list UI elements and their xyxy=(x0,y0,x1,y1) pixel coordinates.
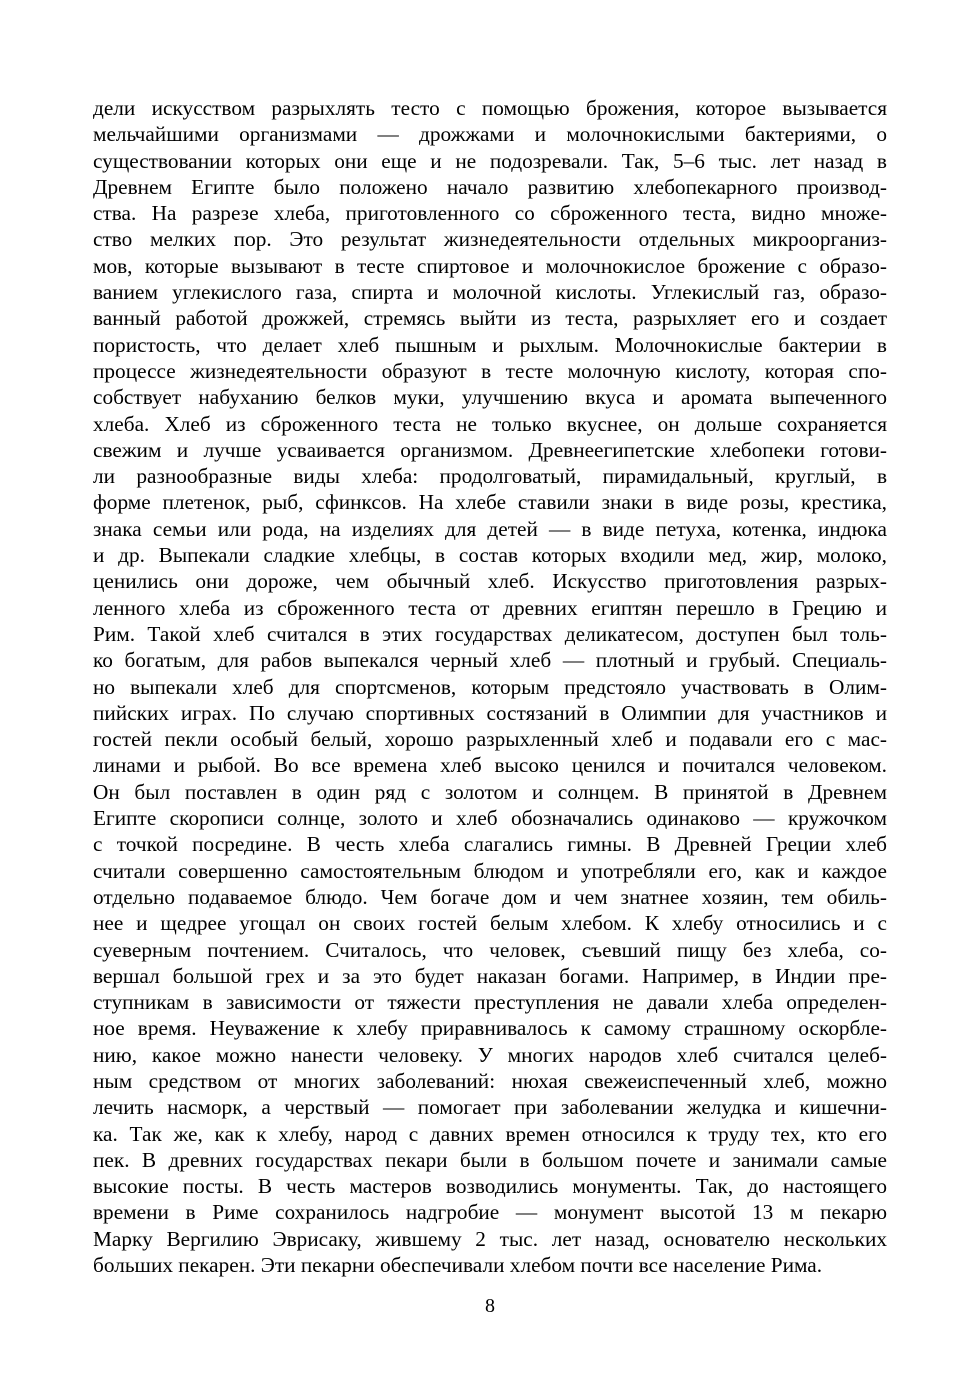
text-line: нее и щедрее угощал он своих гостей белым хлебом. К хлебу относились и с xyxy=(93,911,887,936)
text-line: знака семьи или рода, на изделиях для детей — в виде петуха, котенка, индюка xyxy=(93,516,887,541)
text-line: ли разнообразные виды хлеба: продолговатый, пирамидальный, круглый, в xyxy=(93,464,887,489)
text-line: мельчайшими организмами — дрожжами и молочнокислыми бактериями, о xyxy=(93,122,887,147)
text-line: ванием углекислого газа, спирта и молочной кислоты. Углекислый газ, образо- xyxy=(93,280,887,305)
text-line: Рим. Такой хлеб считался в этих государствах деликатесом, доступен был толь- xyxy=(93,621,887,646)
text-line: пек. В древних государствах пекари были в большом почете и занимали самые xyxy=(93,1147,887,1172)
text-line: ко богатым, для рабов выпекался черный хлеб — плотный и грубый. Специаль- xyxy=(93,648,887,673)
text-line: существовании которых они еще и не подозревали. Так, 5–6 тыс. лет назад в xyxy=(93,148,887,173)
text-line: ступникам в зависимости от тяжести преступления не давали хлеба определен- xyxy=(93,990,887,1015)
text-line: ка. Так же, как к хлебу, народ с давних времен относился к труду тех, кто его xyxy=(93,1121,887,1146)
text-line: свежим и лучше усваивается организмом. Древнеегипетские хлебопеки готови- xyxy=(93,437,887,462)
text-line: гостей пекли особый белый, хорошо разрыхленный хлеб и подавали его с мас- xyxy=(93,727,887,752)
text-line: Древнем Египте было положено начало развитию хлебопекарного производ- xyxy=(93,174,887,199)
text-line: пористость, что делает хлеб пышным и рыхлым. Молочнокислые бактерии в xyxy=(93,332,887,357)
text-line: собствует набуханию белков муки, улучшению вкуса и аромата выпеченного xyxy=(93,385,887,410)
text-line: процессе жизнедеятельности образуют в тесте молочную кислоту, которая спо- xyxy=(93,358,887,383)
text-line: времени в Риме сохранилось надгробие — монумент высотой 13 м пекарю xyxy=(93,1200,887,1225)
text-line: дели искусством разрыхлять тесто с помощью брожения, которое вызывается xyxy=(93,96,887,120)
text-line: вершал большой грех и за это будет наказан богами. Например, в Индии пре- xyxy=(93,963,887,988)
text-line: ное время. Неуважение к хлебу приравнивалось к самому страшному оскорбле- xyxy=(93,1016,887,1041)
page-number: 8 xyxy=(485,1295,495,1317)
body-paragraph xyxy=(93,95,887,1278)
text-line: Марку Вергилию Эврисаку, жившему 2 тыс. лет назад, основателю нескольких xyxy=(93,1226,887,1251)
text-line: ным средством от многих заболеваний: нюхая свежеиспеченный хлеб, можно xyxy=(93,1068,887,1093)
text-line: ценились они дороже, чем обычный хлеб. Искусство приготовления разрых- xyxy=(93,569,887,594)
text-line: линами и рыбой. Во все времена хлеб высоко ценился и почитался человеком. xyxy=(93,753,887,778)
text-line: Он был поставлен в один ряд с золотом и солнцем. В принятой в Древнем xyxy=(93,779,887,804)
text-line: ленного хлеба из сброженного теста от древних египтян перешло в Грецию и xyxy=(93,595,887,620)
text-line: и др. Выпекали сладкие хлебцы, в состав которых входили мед, жир, молоко, xyxy=(93,543,887,568)
text-line: нию, какое можно нанести человеку. У многих народов хлеб считался целеб- xyxy=(93,1042,887,1067)
text-line: ванный работой дрожжей, стремясь выйти из теста, разрыхляет его и создает xyxy=(93,306,887,331)
text-line: ство мелких пор. Это результат жизнедеятельности отдельных микроорганиз- xyxy=(93,227,887,252)
text-line: мов, которые вызывают в тесте спиртовое и молочнокислое брожение с образо- xyxy=(93,253,887,278)
text-line: высокие посты. В честь мастеров возводились монументы. Так, до настоящего xyxy=(93,1174,887,1199)
text-line: считали совершенно самостоятельным блюдом и употребляли его, как и каждое xyxy=(93,858,887,883)
text-line: но выпекали хлеб для спортсменов, которым предстояло участвовать в Олим- xyxy=(93,674,887,699)
text-line: ства. На разрезе хлеба, приготовленного со сброженного теста, видно множе- xyxy=(93,201,887,226)
text-line: суеверным почтением. Считалось, что человек, съевший пищу без хлеба, со- xyxy=(93,937,887,962)
text-line: форме плетенок, рыб, сфинксов. На хлебе ставили знаки в виде розы, крестика, xyxy=(93,490,887,515)
text-line: больших пекарен. Эти пекарни обеспечивали хлебом почти все население Рима. xyxy=(93,1253,823,1278)
text-line: лечить насморк, а черствый — помогает при заболевании желудка и кишечни- xyxy=(93,1095,887,1120)
text-line: пийских играх. По случаю спортивных состязаний в Олимпии для участников и xyxy=(93,700,887,725)
text-line: отдельно подаваемое блюдо. Чем богаче дом и чем знатнее хозяин, тем обиль- xyxy=(93,884,887,909)
text-line: хлеба. Хлеб из сброженного теста не только вкуснее, он дольше сохраняется xyxy=(93,411,887,436)
text-line: с точкой посредине. В честь хлеба слагались гимны. В Древней Греции хлеб xyxy=(93,832,887,857)
text-line: Египте скорописи солнце, золото и хлеб обозначались одинаково — кружочком xyxy=(93,806,887,831)
